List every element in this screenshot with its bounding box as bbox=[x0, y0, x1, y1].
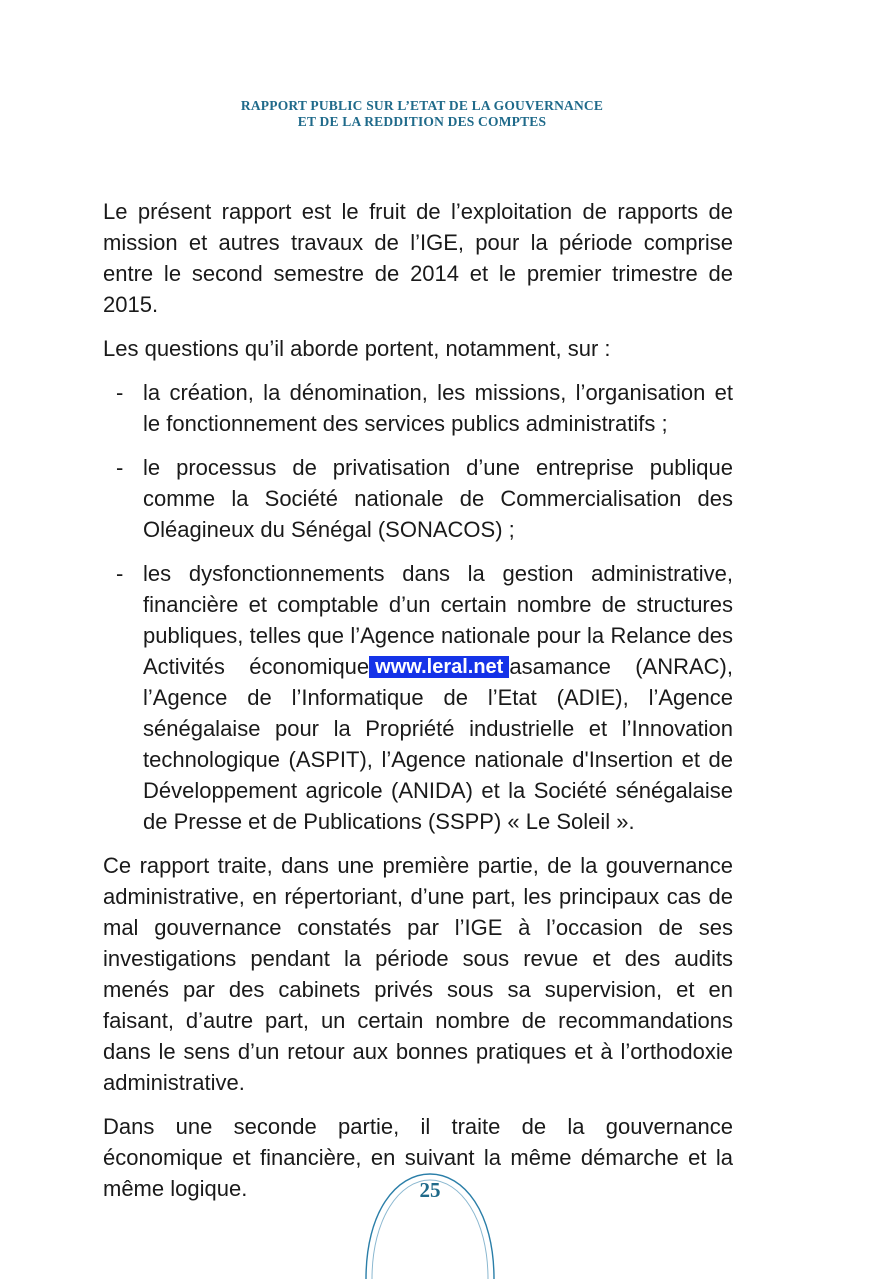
intro-paragraph: Le présent rapport est le fruit de l’exploitation de rapports de mission et autres travaux de l’IGE, pour la période comprise entre le second semestre de 2014 et le premier trimestre de 2015. bbox=[103, 199, 733, 317]
header-line-2: ET DE LA REDDITION DES COMPTES bbox=[297, 114, 547, 129]
document-body bbox=[103, 196, 733, 1217]
questions-paragraph: Les questions qu’il aborde portent, notamment, sur : bbox=[103, 336, 611, 361]
part-two-paragraph: Dans une seconde partie, il traite de la gouvernance économique et financière, en suivant la même démarche et la même logique. bbox=[103, 1114, 733, 1201]
list-item-text-end: asamance (ANRAC), l’Agence de l’Informatique de l’Etat (ADIE), l’Agence sénégalaise pour la Propriété industrielle et l’Innovation technologique (ASPIT), l’Agence nationale d'Insertion et de Développement agricole (ANIDA) et la Société sénégalaise de Presse et de Publications (SSPP) « Le Soleil ». bbox=[143, 654, 733, 834]
list-item bbox=[103, 377, 733, 439]
bullet-dash: - bbox=[116, 455, 124, 480]
bullet-dash: - bbox=[116, 561, 124, 586]
page-number-ornament bbox=[362, 1172, 498, 1279]
header-line-1: RAPPORT PUBLIC SUR L’ETAT DE LA GOUVERNANCE bbox=[240, 98, 604, 113]
list-item bbox=[103, 558, 733, 837]
watermark-link[interactable]: www.leral.net bbox=[369, 656, 509, 678]
list-item bbox=[103, 452, 733, 545]
list-item-text: le processus de privatisation d’une entreprise publique comme la Société nationale de Commercialisation des Oléagineux du Sénégal (SONACOS) ; bbox=[143, 455, 733, 542]
part-one-paragraph: Ce rapport traite, dans une première partie, de la gouvernance administrative, en répertoriant, d’une part, les principaux cas de mal gouvernance constatés par l’IGE à l’occasion de ses investigations pendant la période sous revue et des audits menés par des cabinets privés sous sa supervision, et en faisant, d’autre part, un certain nombre de recommandations dans le sens d’un retour aux bonnes pratiques et à l’orthodoxie administrative. bbox=[103, 853, 733, 1095]
bullet-dash: - bbox=[116, 380, 124, 405]
report-header bbox=[0, 98, 844, 130]
topics-list bbox=[103, 377, 733, 837]
list-item-text: la création, la dénomination, les missions, l’organisation et le fonctionnement des services publics administratifs ; bbox=[143, 380, 733, 436]
list-item-text-start: les dysfonctionnements dans la gestion administrative, financière et comptable d’un certain nombre de structures publiques, telles que l’Agence nationale pour la Relance des Activités économique bbox=[143, 561, 733, 679]
page-number: 25 bbox=[419, 1178, 441, 1202]
